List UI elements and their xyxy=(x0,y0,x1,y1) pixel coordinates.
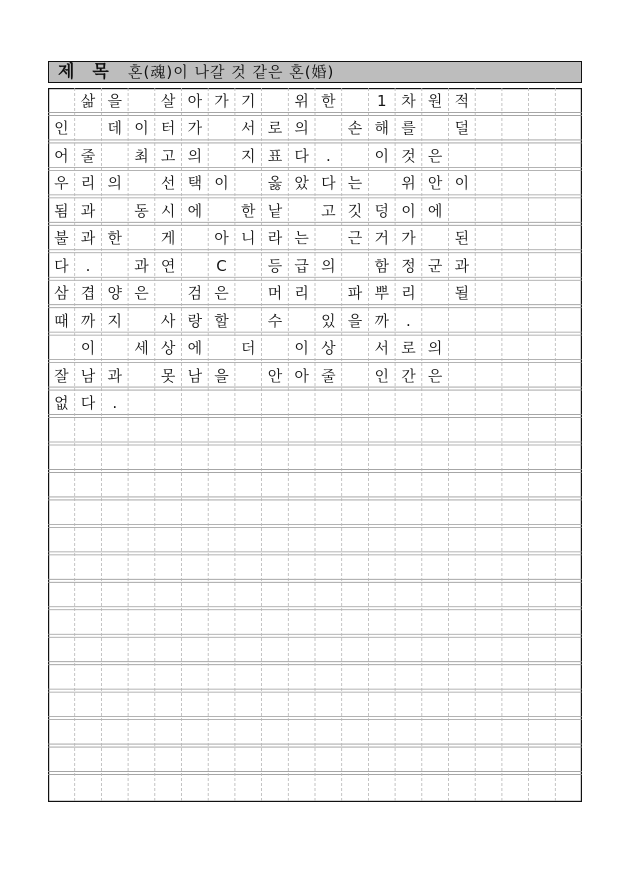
manuscript-char: 불 xyxy=(54,229,69,248)
manuscript-char: 사 xyxy=(160,311,176,330)
manuscript-char: 할 xyxy=(214,311,229,330)
manuscript-char: 의 xyxy=(187,146,203,165)
manuscript-char: 상 xyxy=(160,339,176,358)
manuscript-char: 택 xyxy=(187,174,203,193)
manuscript-char: 의 xyxy=(107,174,122,193)
manuscript-char: 위 xyxy=(401,174,416,193)
manuscript-char: 된 xyxy=(454,229,470,248)
manuscript-char: 급 xyxy=(294,256,309,275)
manuscript-char: 잘 xyxy=(54,366,69,385)
title-text: 혼(魂)이 나갈 것 같은 혼(婚) xyxy=(128,63,335,81)
manuscript-char: 뿌 xyxy=(374,284,389,303)
manuscript-char: 에 xyxy=(187,339,203,358)
manuscript-char: 아 xyxy=(294,366,309,385)
manuscript-char: 옳 xyxy=(267,174,283,193)
manuscript-char: 이 xyxy=(134,119,149,138)
manuscript-char: 지 xyxy=(240,146,256,165)
manuscript-char: 1 xyxy=(376,92,387,110)
manuscript-char: 과 xyxy=(454,256,470,275)
manuscript-char: 가 xyxy=(401,229,416,248)
manuscript-char: 이 xyxy=(80,339,96,358)
manuscript-char: 다 xyxy=(294,146,309,165)
manuscript-char: 머 xyxy=(267,284,283,303)
manuscript-char: 간 xyxy=(401,366,416,385)
manuscript-char: 과 xyxy=(107,366,122,385)
manuscript-char: 지 xyxy=(107,311,122,330)
manuscript-char: 을 xyxy=(214,366,229,385)
manuscript-char: 은 xyxy=(214,284,229,303)
manuscript-char: 안 xyxy=(427,174,443,193)
manuscript-char: . xyxy=(406,311,411,330)
manuscript-char: 삶 xyxy=(80,92,96,110)
manuscript-char: 없 xyxy=(54,394,69,413)
title-label: 제 목 xyxy=(58,62,115,82)
manuscript-char: 세 xyxy=(134,339,149,358)
manuscript-char: . xyxy=(325,146,331,165)
manuscript-char: 됨 xyxy=(54,201,69,220)
manuscript-char: 검 xyxy=(187,284,203,303)
manuscript-char: 리 xyxy=(80,174,96,193)
manuscript-char: 동 xyxy=(134,201,149,220)
manuscript-char: 로 xyxy=(267,119,283,138)
manuscript-char: 덩 xyxy=(374,201,389,220)
manuscript-char: 더 xyxy=(240,339,256,358)
manuscript-char: 등 xyxy=(267,256,283,275)
manuscript-char: 리 xyxy=(401,284,416,303)
manuscript-char: 을 xyxy=(347,311,363,330)
manuscript-char: 다 xyxy=(321,174,336,193)
manuscript-char: 위 xyxy=(294,92,309,110)
manuscript-char: 깃 xyxy=(347,201,363,220)
manuscript-char: 삼 xyxy=(54,284,69,303)
manuscript-char: 게 xyxy=(160,229,176,248)
manuscript-char: 덜 xyxy=(454,119,470,138)
manuscript-char: 이 xyxy=(374,146,389,165)
manuscript-text xyxy=(48,88,582,802)
manuscript-char: 차 xyxy=(401,92,416,110)
manuscript-char: 것 xyxy=(401,146,416,165)
manuscript-char: 랑 xyxy=(187,311,203,330)
manuscript-char: 우 xyxy=(54,174,69,193)
manuscript-char: 표 xyxy=(267,146,283,165)
manuscript-char: 다 xyxy=(80,394,96,413)
manuscript-char: 을 xyxy=(107,92,122,110)
manuscript-char: 리 xyxy=(294,284,309,303)
manuscript-char: 니 xyxy=(240,229,256,248)
manuscript-char: 군 xyxy=(427,256,443,275)
manuscript-char: 아 xyxy=(214,229,229,248)
manuscript-char: 살 xyxy=(160,92,176,110)
manuscript-char: 의 xyxy=(321,256,336,275)
manuscript-char: 연 xyxy=(160,256,176,275)
manuscript-char: 해 xyxy=(374,119,389,138)
manuscript-char: . xyxy=(112,394,118,413)
manuscript-char: 함 xyxy=(374,256,389,275)
manuscript-char: 최 xyxy=(134,146,149,165)
manuscript-char: 를 xyxy=(401,119,416,138)
manuscript-char: 한 xyxy=(321,92,336,110)
manuscript-char: 줄 xyxy=(80,146,96,165)
manuscript-char: 이 xyxy=(401,201,416,220)
manuscript-char: 서 xyxy=(240,119,256,138)
manuscript-char: 이 xyxy=(214,174,229,193)
manuscript-char: 에 xyxy=(427,201,443,220)
manuscript-char: 과 xyxy=(80,201,96,220)
manuscript-char: 는 xyxy=(347,174,363,193)
manuscript-char: 적 xyxy=(454,92,470,110)
manuscript-char: 까 xyxy=(80,311,96,330)
manuscript-char: 원 xyxy=(427,92,443,110)
manuscript-char: 될 xyxy=(454,284,470,303)
manuscript-char: 까 xyxy=(374,311,389,330)
manuscript-char: 못 xyxy=(160,366,176,385)
manuscript-char: 인 xyxy=(54,119,69,138)
manuscript-char: . xyxy=(85,256,91,275)
manuscript-char: 과 xyxy=(134,256,149,275)
manuscript-char: 다 xyxy=(54,256,69,275)
manuscript-char: 라 xyxy=(267,229,283,248)
manuscript-char: 손 xyxy=(347,119,363,138)
manuscript-char: 있 xyxy=(321,311,336,330)
manuscript-char: 겹 xyxy=(80,284,96,303)
manuscript-char: 아 xyxy=(187,92,203,110)
manuscript-char: 는 xyxy=(294,229,309,248)
manuscript-char: 한 xyxy=(107,229,122,248)
manuscript-char: 상 xyxy=(321,339,336,358)
manuscript-char: C xyxy=(216,256,227,275)
manuscript-char: 가 xyxy=(187,119,203,138)
manuscript-char: 한 xyxy=(240,201,256,220)
manuscript-char: 은 xyxy=(427,366,443,385)
manuscript-char: 서 xyxy=(374,339,389,358)
manuscript-char: 줄 xyxy=(321,366,336,385)
manuscript-char: 기 xyxy=(240,92,256,110)
manuscript-char: 고 xyxy=(160,146,176,165)
manuscript-char: 남 xyxy=(80,366,96,385)
manuscript-char: 시 xyxy=(160,201,176,220)
manuscript-char: 때 xyxy=(54,311,69,330)
manuscript-char: 안 xyxy=(267,366,283,385)
manuscript-char: 정 xyxy=(401,256,416,275)
manuscript-char: 양 xyxy=(107,284,122,303)
manuscript-char: 이 xyxy=(294,339,309,358)
manuscript-char: 았 xyxy=(294,174,309,193)
manuscript-char: 선 xyxy=(160,174,176,193)
manuscript-char: 근 xyxy=(347,229,363,248)
manuscript-char: 과 xyxy=(80,229,96,248)
manuscript-char: 거 xyxy=(374,229,389,248)
manuscript-char: 은 xyxy=(134,284,149,303)
manuscript-char: 인 xyxy=(374,366,389,385)
manuscript-char: 어 xyxy=(54,146,69,165)
manuscript-char: 터 xyxy=(160,119,176,138)
manuscript-char: 은 xyxy=(427,146,443,165)
manuscript-char: 이 xyxy=(454,174,470,193)
manuscript-char: 에 xyxy=(187,201,203,220)
manuscript-char: 의 xyxy=(294,119,309,138)
manuscript-char: 고 xyxy=(321,201,336,220)
manuscript-char: 파 xyxy=(347,284,363,303)
manuscript-char: 가 xyxy=(214,92,229,110)
manuscript-char: 로 xyxy=(401,339,416,358)
manuscript-char: 낱 xyxy=(267,201,283,220)
manuscript-char: 수 xyxy=(267,311,283,330)
manuscript-char: 데 xyxy=(107,119,122,138)
manuscript-char: 의 xyxy=(427,339,443,358)
manuscript-char: 남 xyxy=(187,366,203,385)
